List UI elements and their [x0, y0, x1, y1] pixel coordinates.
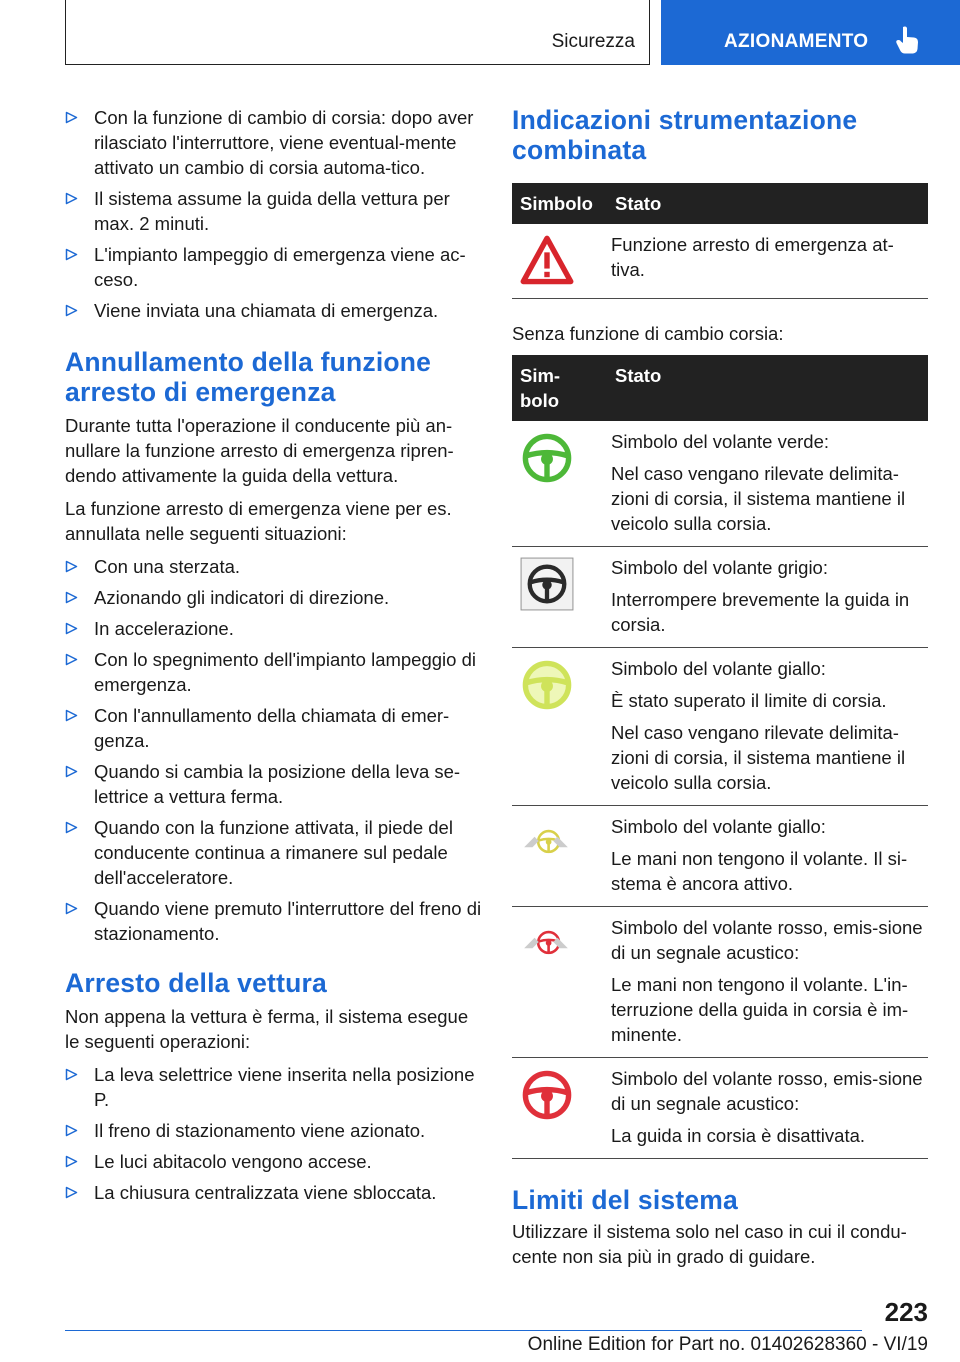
triangle-bullet-icon — [65, 560, 78, 573]
state-text: Simbolo del volante giallo: — [611, 816, 826, 837]
steering-wheel-grey-icon — [520, 557, 574, 611]
list-item-text: L'impianto lampeggio di emergenza viene ac-ceso. — [94, 244, 466, 290]
state-cell — [607, 224, 928, 299]
triangle-bullet-icon — [65, 248, 78, 261]
list-item — [65, 616, 483, 641]
warning-triangle-icon — [520, 234, 574, 288]
column-header-state: Stato — [607, 183, 928, 224]
list-item-text: Azionando gli indicatori di direzione. — [94, 587, 390, 608]
table-caption: Senza funzione di cambio corsia: — [512, 323, 784, 344]
symbol-cell — [512, 1058, 607, 1159]
symbol-cell — [512, 907, 607, 1058]
state-cell — [607, 806, 928, 907]
triangle-bullet-icon — [65, 591, 78, 604]
list-item-text: La chiusura centralizzata viene sbloccata. — [94, 1182, 437, 1203]
list-item-text: Viene inviata una chiamata di emergenza. — [94, 300, 439, 321]
state-text: Simbolo del volante rosso, emis-sione di un segnale acustico: — [611, 1068, 923, 1114]
triangle-bullet-icon — [65, 1124, 78, 1137]
list-item — [65, 298, 483, 323]
steering-wheel-red-hands-icon — [520, 917, 572, 969]
heading-cancel-emergency-stop: Annullamento della funzione arresto di emergenza — [65, 347, 432, 407]
list-item — [65, 647, 483, 697]
heading-system-limits: Limiti del sistema — [512, 1185, 738, 1215]
state-text: Le mani non tengono il volante. L'in-terruzione della guida in corsia è im-minente. — [611, 974, 909, 1045]
edition-note: Online Edition for Part no. 01402628360 - VI/19 — [527, 1334, 928, 1355]
steering-wheel-yellow-hands-icon — [520, 816, 572, 868]
list-item-text: La leva selettrice viene inserita nella posizione P. — [94, 1064, 475, 1110]
state-cell — [607, 648, 928, 806]
state-text: Nel caso vengano rilevate delimita-zioni di corsia, il sistema mantiene il veicolo sulla corsia. — [611, 463, 906, 534]
column-header-symbol: Simbolo — [512, 183, 607, 224]
symbol-cell — [512, 224, 607, 299]
steering-wheel-green-icon — [520, 431, 574, 485]
list-item — [65, 703, 483, 753]
symbol-cell — [512, 547, 607, 648]
triangle-bullet-icon — [65, 622, 78, 635]
list-item-text: Il freno di stazionamento viene azionato. — [94, 1120, 426, 1141]
list-item — [65, 759, 483, 809]
section-title: Sicurezza — [551, 31, 635, 52]
list-item-text: Quando si cambia la posizione della leva se-lettrice a vettura ferma. — [94, 761, 461, 807]
triangle-bullet-icon — [65, 111, 78, 124]
state-cell — [607, 907, 928, 1058]
triangle-bullet-icon — [65, 1155, 78, 1168]
state-text: La guida in corsia è disattivata. — [611, 1125, 866, 1146]
list-item — [65, 1180, 483, 1205]
table-row — [512, 547, 928, 648]
paragraph: La funzione arresto di emergenza viene per es. annullata nelle seguenti situazioni: — [65, 498, 452, 544]
list-item — [65, 554, 483, 579]
heading-instrument-cluster-display: Indicazioni strumentazione combinata — [512, 105, 858, 165]
list-item — [65, 1062, 483, 1112]
list-item — [65, 186, 483, 236]
symbol-cell — [512, 648, 607, 806]
list-item-text: Quando con la funzione attivata, il piede del conducente continua a rimanere sul pedale dell'acceleratore. — [94, 817, 453, 888]
bullet-list — [65, 105, 483, 323]
list-item-text: Il sistema assume la guida della vettura per max. 2 minuti. — [94, 188, 450, 234]
heading-vehicle-stop: Arresto della vettura — [65, 968, 327, 998]
list-item-text: Le luci abitacolo vengono accese. — [94, 1151, 372, 1172]
footer-rule — [65, 1330, 862, 1331]
state-cell — [607, 547, 928, 648]
bullet-list — [65, 1062, 483, 1205]
header-chapter-tab — [661, 0, 960, 65]
list-item — [65, 585, 483, 610]
list-item-text: Con lo spegnimento dell'impianto lampeggio di emergenza. — [94, 649, 476, 695]
state-cell — [607, 421, 928, 547]
list-item — [65, 105, 483, 180]
triangle-bullet-icon — [65, 821, 78, 834]
triangle-bullet-icon — [65, 709, 78, 722]
hand-pointer-icon — [894, 25, 922, 55]
symbol-table — [512, 183, 928, 299]
list-item — [65, 896, 483, 946]
state-text: Interrompere brevemente la guida in corsia. — [611, 589, 910, 635]
table-row — [512, 907, 928, 1058]
symbol-cell — [512, 421, 607, 547]
list-item — [65, 1149, 483, 1174]
paragraph: Non appena la vettura è ferma, il sistema esegue le seguenti operazioni: — [65, 1006, 469, 1052]
state-text: Simbolo del volante rosso, emis-sione di un segnale acustico: — [611, 917, 923, 963]
triangle-bullet-icon — [65, 1068, 78, 1081]
header-section-tab — [65, 0, 650, 65]
symbol-table — [512, 355, 928, 1159]
state-text: Nel caso vengano rilevate delimita-zioni di corsia, il sistema mantiene il veicolo sulla corsia. — [611, 722, 906, 793]
steering-wheel-yellow-icon — [520, 658, 574, 712]
state-text: Le mani non tengono il volante. Il si-stema è ancora attivo. — [611, 848, 908, 894]
state-cell — [607, 1058, 928, 1159]
table-row — [512, 648, 928, 806]
state-text: Funzione arresto di emergenza at-tiva. — [611, 234, 894, 280]
triangle-bullet-icon — [65, 902, 78, 915]
table-row — [512, 224, 928, 299]
right-column — [512, 105, 928, 1269]
paragraph: Utilizzare il sistema solo nel caso in cui il condu-cente non sia più in grado di guidare. — [512, 1221, 907, 1267]
state-text: È stato superato il limite di corsia. — [611, 690, 887, 711]
list-item-text: Con l'annullamento della chiamata di emer-genza. — [94, 705, 450, 751]
triangle-bullet-icon — [65, 304, 78, 317]
triangle-bullet-icon — [65, 653, 78, 666]
symbol-cell — [512, 806, 607, 907]
list-item — [65, 242, 483, 292]
state-text: Simbolo del volante verde: — [611, 431, 830, 452]
list-item-text: Con la funzione di cambio di corsia: dopo aver rilasciato l'interruttore, viene eventual-mente attivato un cambio di corsia automa-tico. — [94, 107, 474, 178]
left-column — [65, 105, 483, 1211]
steering-wheel-red-icon — [520, 1068, 574, 1122]
state-text: Simbolo del volante giallo: — [611, 658, 826, 679]
paragraph: Durante tutta l'operazione il conducente più an-nullare la funzione arresto di emergenza ripren-dendo attivamente la guida della vettura. — [65, 415, 454, 486]
state-text: Simbolo del volante grigio: — [611, 557, 828, 578]
list-item — [65, 1118, 483, 1143]
triangle-bullet-icon — [65, 1186, 78, 1199]
table-row — [512, 806, 928, 907]
table-row — [512, 421, 928, 547]
triangle-bullet-icon — [65, 765, 78, 778]
page-number: 223 — [884, 1297, 928, 1327]
list-item-text: Quando viene premuto l'interruttore del freno di stazionamento. — [94, 898, 482, 944]
chapter-title: AZIONAMENTO — [724, 31, 869, 52]
triangle-bullet-icon — [65, 192, 78, 205]
list-item-text: In accelerazione. — [94, 618, 234, 639]
column-header-symbol: Sim-bolo — [512, 355, 607, 421]
bullet-list — [65, 554, 483, 946]
table-row — [512, 1058, 928, 1159]
list-item-text: Con una sterzata. — [94, 556, 241, 577]
column-header-state: Stato — [607, 355, 928, 421]
list-item — [65, 815, 483, 890]
